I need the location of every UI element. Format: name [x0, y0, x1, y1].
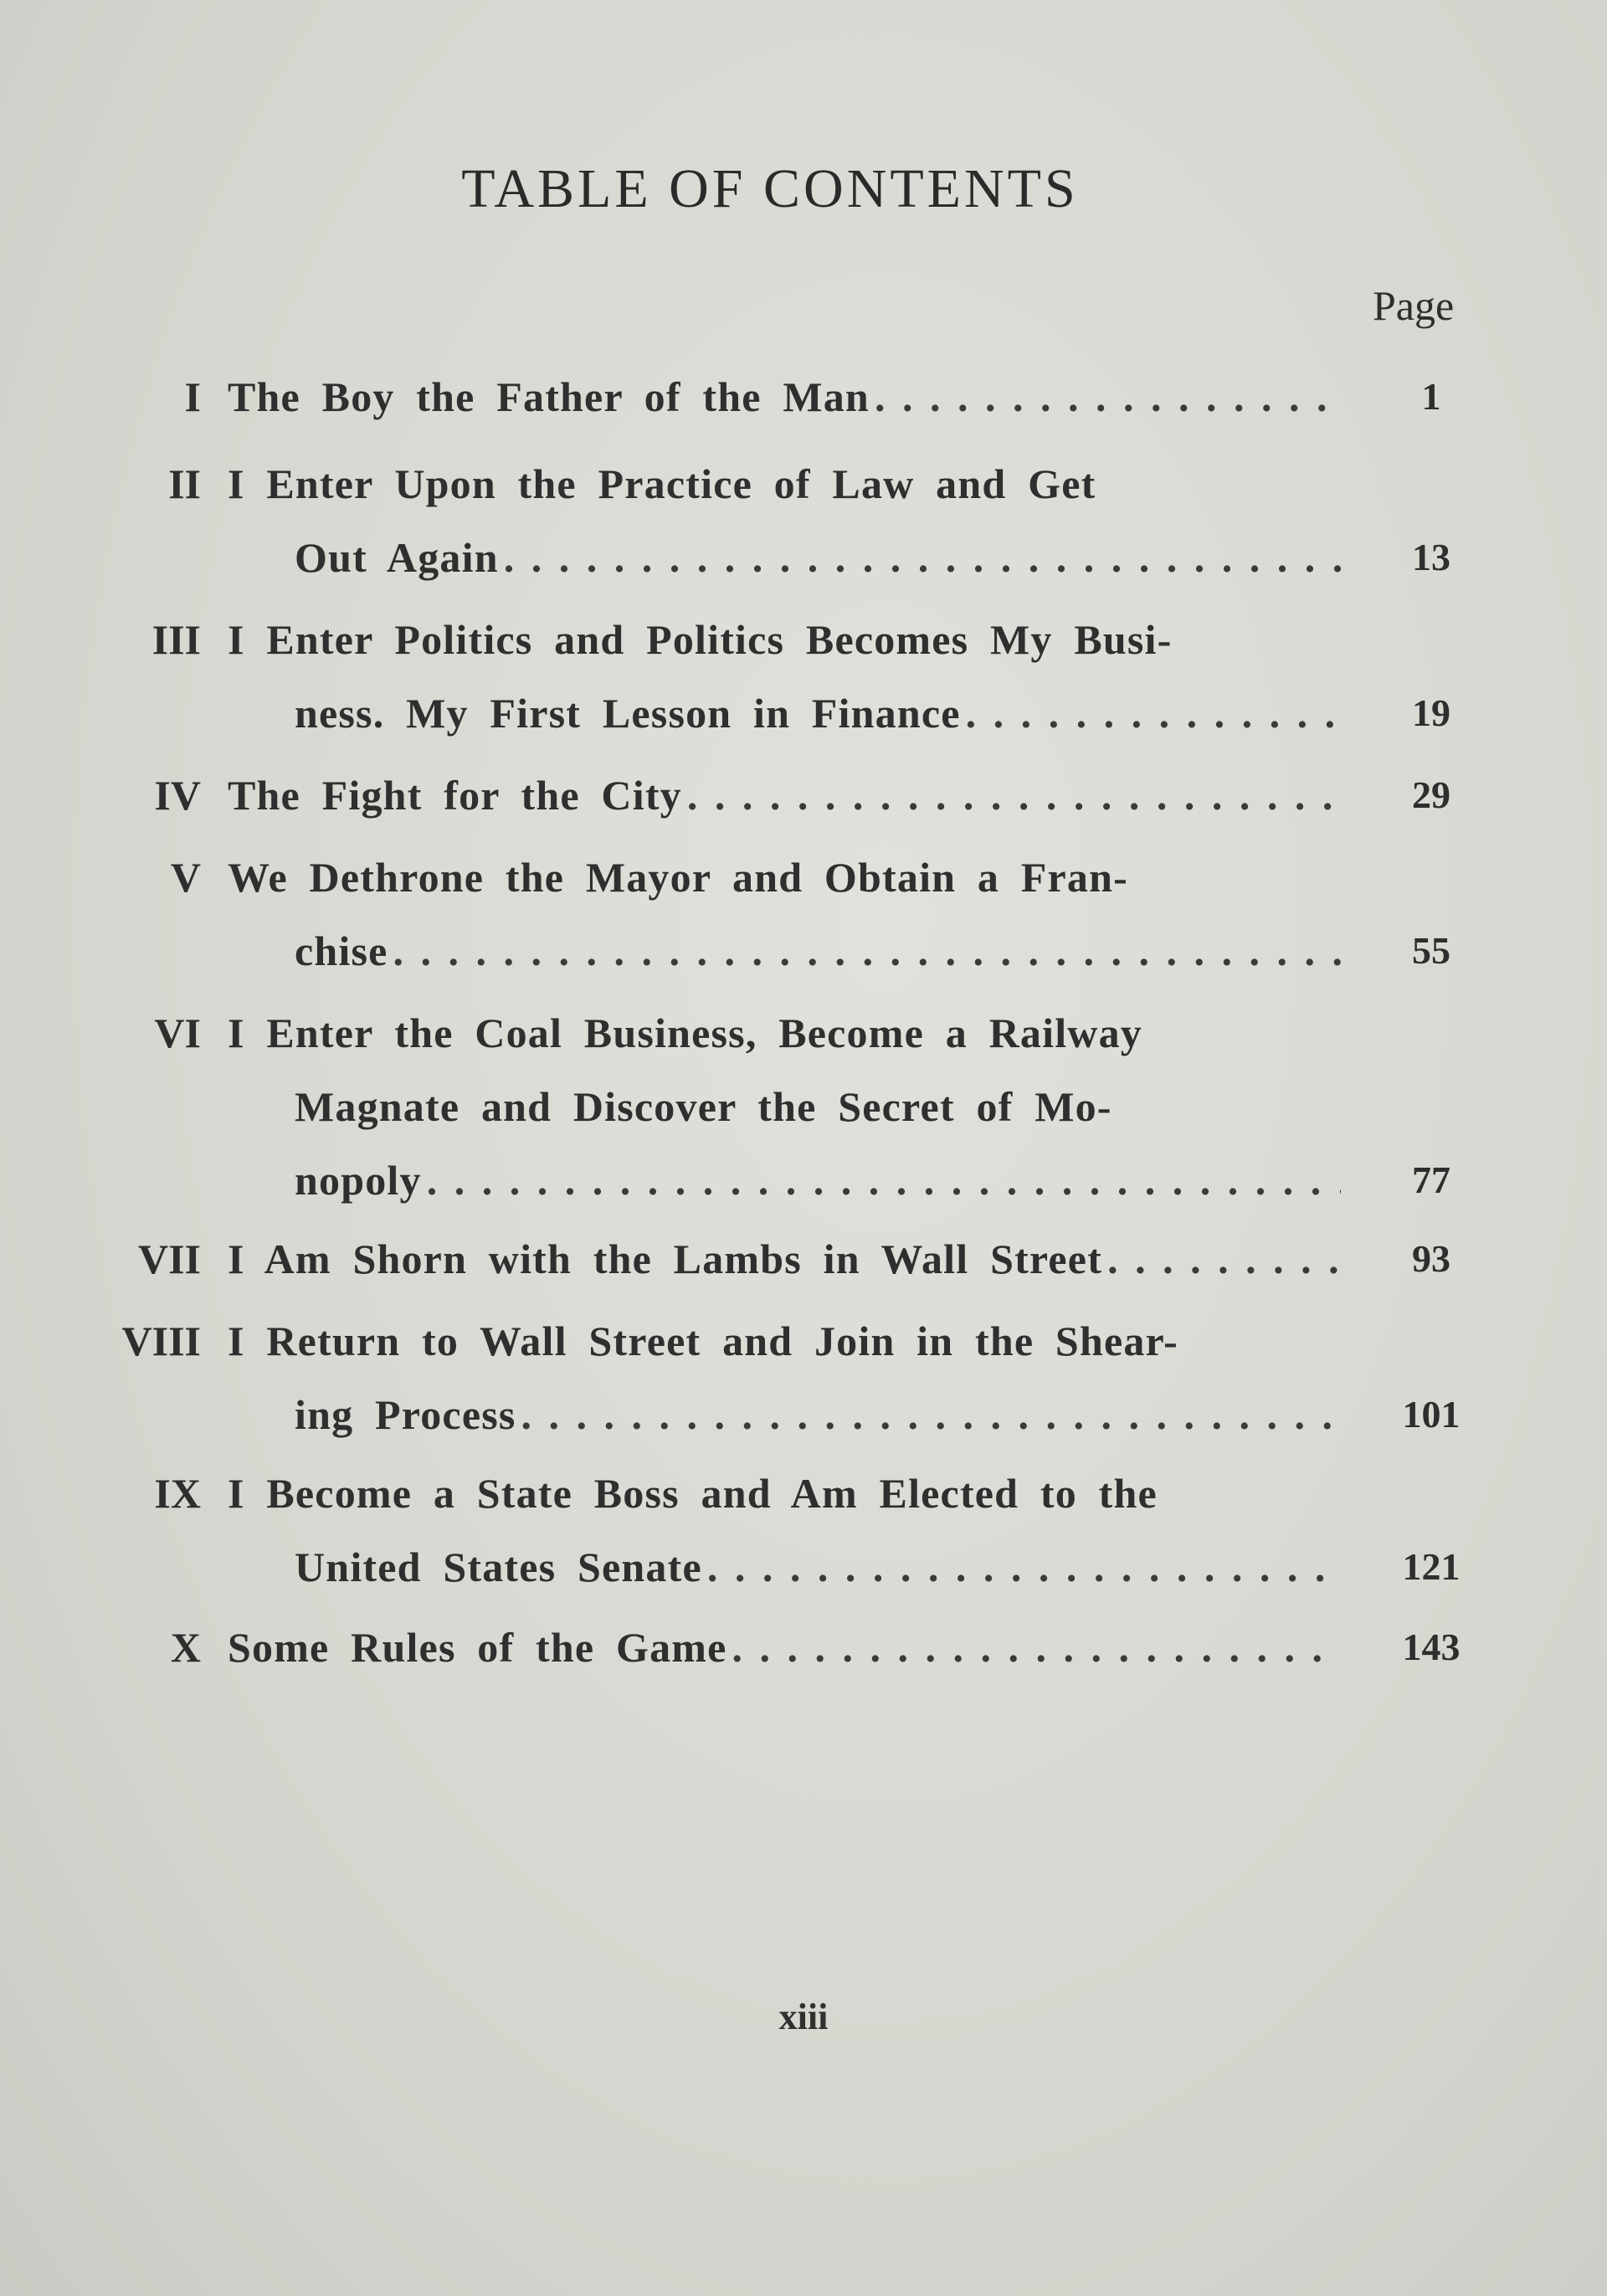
chapter-title-line: The Fight for the City [228, 772, 682, 819]
page-number: 121 [1402, 1545, 1461, 1588]
chapter-numeral: VIII [121, 1318, 201, 1364]
chapter-title-line: The Boy the Father of the Man [228, 373, 870, 420]
leader-dots [1107, 1222, 1341, 1296]
chapter-title-line: Magnate and Discover the Secret of Mo- [295, 1083, 1112, 1130]
page-number: 55 [1412, 929, 1450, 972]
chapter-numeral: X [170, 1624, 201, 1671]
page-number: 19 [1412, 691, 1450, 734]
chapter-title-line: I Am Shorn with the Lambs in Wall Street [228, 1235, 1103, 1282]
chapter-numeral: IX [154, 1470, 201, 1517]
chapter-title-line: Some Rules of the Game [228, 1624, 727, 1671]
chapter-title [228, 1304, 1341, 1451]
chapter-numeral: II [168, 460, 201, 507]
page-number: 101 [1402, 1393, 1461, 1436]
chapter-title [228, 1610, 1341, 1684]
leader-dots [966, 676, 1341, 750]
page-title: TABLE OF CONTENTS [461, 158, 1079, 219]
page-number: 77 [1412, 1158, 1450, 1201]
leader-dots [393, 914, 1341, 988]
chapter-numeral: VI [154, 1009, 201, 1056]
chapter-title-line: ing Process [295, 1391, 516, 1438]
page-number: 143 [1402, 1626, 1461, 1668]
leader-dots [521, 1378, 1341, 1451]
chapter-title-line: I Enter the Coal Business, Become a Railway [228, 1009, 1142, 1056]
chapter-title [228, 758, 1341, 832]
chapter-title-line: We Dethrone the Mayor and Obtain a Fran- [228, 854, 1128, 901]
chapter-numeral: I [184, 373, 201, 420]
chapter-title-line: Out Again [295, 534, 499, 581]
chapter-title [228, 840, 1341, 988]
chapter-title-line: ness. My First Lesson in Finance [295, 690, 961, 737]
page-number: 93 [1412, 1237, 1450, 1280]
chapter-title [228, 603, 1341, 750]
chapter-numeral: VII [137, 1235, 201, 1282]
chapter-title [228, 1456, 1341, 1604]
folio-page-number: xiii [778, 1996, 829, 2037]
chapter-numeral: III [151, 616, 201, 663]
leader-dots [707, 1530, 1341, 1604]
chapter-title-line: nopoly [295, 1157, 422, 1204]
chapter-title-line: United States Senate [295, 1544, 702, 1590]
page-number: 1 [1421, 375, 1441, 418]
chapter-title-line: I Return to Wall Street and Join in the Shear- [228, 1318, 1178, 1364]
page-column-heading: Page [1373, 282, 1455, 329]
chapter-title-line: I Enter Upon the Practice of Law and Get [228, 460, 1096, 507]
chapter-title [228, 447, 1341, 594]
chapter-title-line: I Become a State Boss and Am Elected to the [228, 1470, 1158, 1517]
leader-dots [732, 1610, 1341, 1684]
leader-dots [687, 758, 1341, 832]
chapter-title [228, 1222, 1341, 1296]
chapter-title-line: I Enter Politics and Politics Becomes My Busi- [228, 616, 1173, 663]
leader-dots [504, 521, 1341, 594]
page-number: 13 [1412, 536, 1450, 578]
leader-dots [875, 360, 1341, 434]
chapter-title [228, 996, 1341, 1217]
chapter-title-line: chise [295, 927, 388, 974]
leader-dots [427, 1143, 1341, 1217]
chapter-title [228, 360, 1341, 434]
chapter-numeral: IV [154, 772, 201, 819]
chapter-numeral: V [170, 854, 201, 901]
page-number: 29 [1412, 773, 1450, 816]
